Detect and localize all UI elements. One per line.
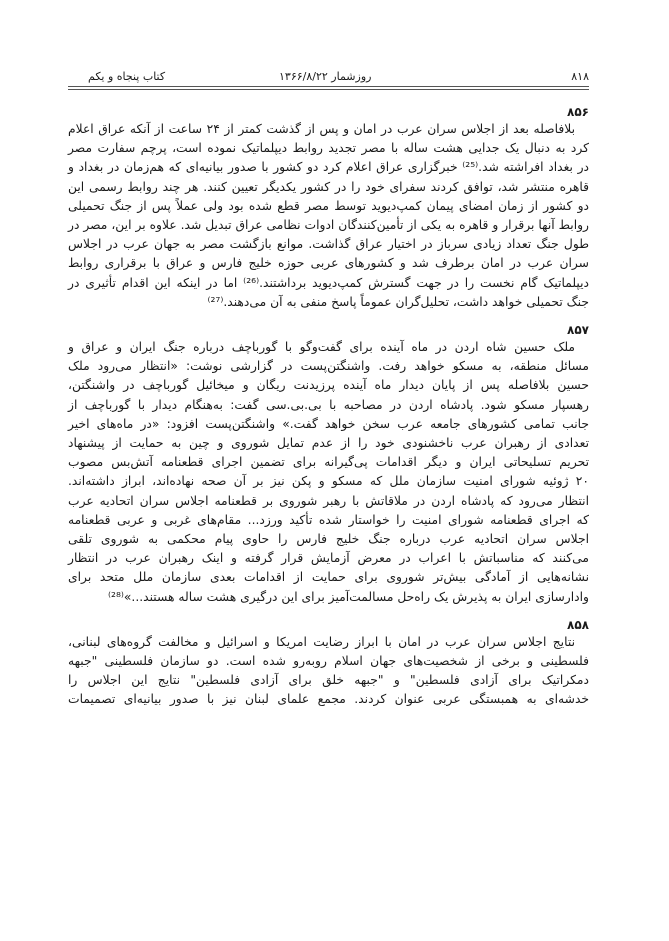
text-line: دو کشور از زمان امضای پیمان کمپ‌دیوید توسط مصر قطع شده بود ولی عملاً پس از جنگ تحمیلی (68, 198, 589, 213)
text-line: انتظار می‌رود که پادشاه اردن در ملاقاتش با رهبر شوروی بر قطعنامه اجلاس سران اتحادیه عرب (68, 493, 589, 508)
text-line: قاهره منتشر شد، توافق کردند سفرای خود را در کشور یکدیگر تعیین کنند. هر چند روابط رسمی این (68, 179, 589, 194)
page-number: ۸۱۸ (571, 70, 589, 83)
text-line: کرد به دنبال یک جدایی هشت ساله با مصر تجدید روابط دیپلماتیک نموده است، پرچم سفارت مصر (68, 141, 589, 156)
text-line: ۲۰ ژوئیه شورای امنیت سازمان ملل که مسکو و پکن نیز بر آن صحه نهاده‌اند، ابراز داشته‌اند. (68, 474, 589, 489)
text-line: وادارسازی ایران به پذیرش یک راه‌حل مسالمت‌آمیز برای این درگیری هشت ساله هستند...»⁽²⁸⁾ (107, 589, 589, 604)
entry-number: ۸۵۷ (567, 323, 589, 338)
text-line: مسائل منطقه، به مسکو خواهد رفت. واشنگتن‌پست در گزارشی نوشت: «انتظار می‌رود ملک (68, 359, 589, 374)
text-line: که اجرای قطعنامه شورای امنیت را خواستار شده تأکید ورزد... مقام‌های غربی و عربی قطعنامه (68, 512, 589, 527)
text-line: می‌کنند که مناسباتش با اعراب در معرض آزمایش قرار گرفته و اینک رهبران عرب در انتظار (68, 551, 589, 566)
entry-number: ۸۵۸ (567, 617, 589, 632)
text-line: روابط آنها برقرار و قاهره به یکی از تأمین‌کنندگان ادوات نظامی عراق تبدیل شد. علاوه بر این، مصر در (68, 218, 589, 233)
text-line: جنگ تحمیلی خواهد داشت، تحلیل‌گران عموماً پاسخ منفی به آن می‌دهند.⁽²⁷⁾ (207, 294, 589, 309)
text-line: بلافاصله بعد از اجلاس سران عرب در امان و پس از گذشت کمتر از ۲۴ ساعت از آنکه عراق اعلام (68, 122, 575, 136)
entry-paragraph (68, 120, 589, 312)
text-line: رهسپار مسکو شود. پادشاه اردن در مصاحبه با بی.بی.سی گفت: به‌هنگام دیدار با گورباچف از (68, 397, 589, 412)
header-rule-top (68, 86, 589, 87)
running-title: روزشمار ۱۳۶۶/۸/۲۲ (276, 70, 374, 83)
entry-paragraph (68, 338, 589, 607)
page-body (68, 104, 589, 720)
text-line: خدشه‌ای به همبستگی عربی عنوان کردند. مجمع علمای لبنان نیز با صدور بیانیه‌ای تصمیمات (68, 692, 589, 707)
text-line: نشانه‌هایی از آمادگی بیش‌تر شوروی برای حمایت از اقدامات بعدی سازمان ملل متحد برای (68, 570, 589, 585)
text-line: دمکراتیک برای آزادی فلسطین" و "جبهه خلق برای آزادی فلسطین" نتایج این اجلاس را (68, 673, 589, 688)
text-line: فلسطینی و برخی از شخصیت‌های جهان اسلام روبه‌رو شده است. دو سازمان فلسطینی "جبهه (68, 654, 589, 669)
text-line: حسین بلافاصله پس از پایان دیدار ماه آینده پرزیدنت ریگان و میخائیل گورباچف در واشنگتن، (68, 378, 589, 393)
entry-856 (68, 104, 589, 312)
text-line: نتایج اجلاس سران عرب در امان با ابراز رضایت امریکا و اسرائیل و مخالفت گروه‌های لبنانی، (68, 634, 575, 649)
header-rule-bottom (68, 89, 589, 90)
text-line: طول جنگ تعداد زیادی سرباز در اختیار عراق گذاشت. موانع بازگشت مصر به جهان عرب در اجلاس (68, 237, 589, 252)
entry-857 (68, 322, 589, 607)
text-line: تحریم تسلیحاتی ایران و دیگر اقدامات پی‌گیرانه برای تضمین اجرای قطعنامه آتش‌بس مصوب (68, 455, 589, 470)
text-line: جانب تمامی کشورهای جامعه عرب سخن خواهد گفت.» واشنگتن‌پست افزود: «در ماه‌های اخیر (68, 416, 589, 431)
text-line: دیپلماتیک گام نخست را در جهت گسترش کمپ‌دیوید برداشتند.⁽²⁶⁾ اما در اینکه این اقدام تأثیری در (68, 275, 589, 290)
entry-number: ۸۵۶ (567, 105, 589, 119)
text-line: سران عرب در امان برطرف شد و کشورهای عربی حوزه خلیج فارس و عراق با برقراری روابط (68, 256, 589, 271)
text-line: اجلاس سران اتحادیه عرب درباره جنگ خلیج فارس را حاوی پیام محکمی به شوروی تلقی (68, 532, 589, 547)
text-line: تعدادی از رهبران عرب ناخشنودی خود را از عدم تمایل شوروی و چین به حمایت از پیشنهاد (68, 436, 589, 451)
book-title: کتاب پنجاه و یکم (88, 70, 166, 83)
text-line: ملک حسین شاه اردن در ماه آینده برای گفت‌وگو با گورباچف درباره جنگ ایران و عراق و (68, 340, 575, 355)
entry-858 (68, 617, 589, 710)
text-line: در بغداد افراشته شد.⁽²⁵⁾ خبرگزاری عراق اعلام کرد دو کشور با صدور بیانیه‌ای که هم‌زمان در بغداد و (68, 160, 590, 175)
entry-paragraph (68, 633, 589, 710)
